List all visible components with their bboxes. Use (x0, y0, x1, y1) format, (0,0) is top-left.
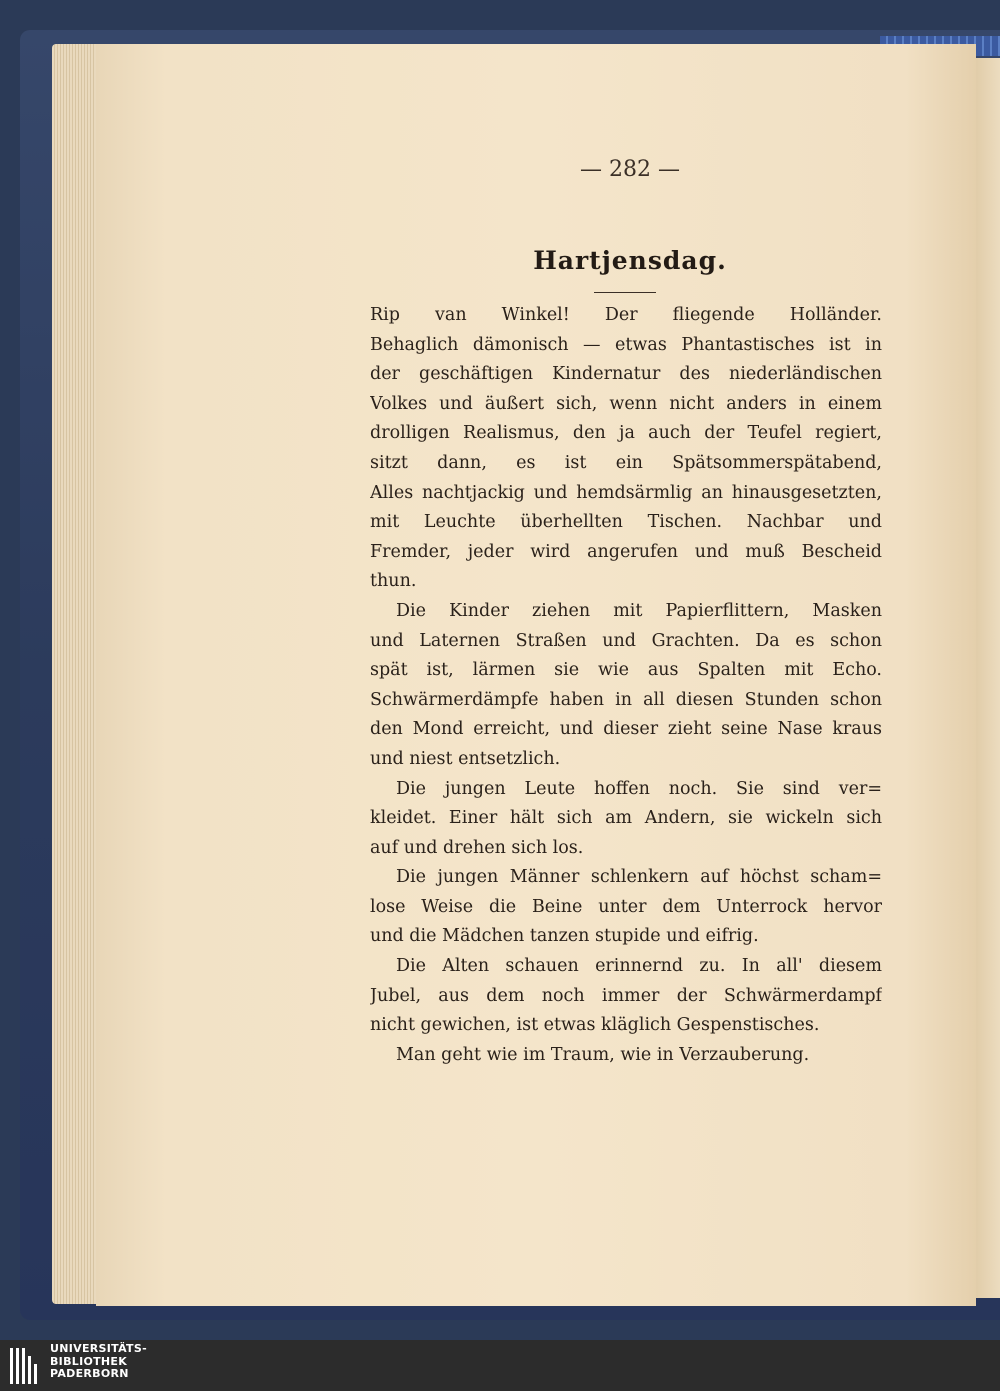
text-line: Die jungen Männer schlenkern auf höchst scham= (396, 867, 882, 888)
text-line: spät ist, lärmen sie wie aus Spalten mit Echo. (370, 660, 882, 681)
library-logo-icon (8, 1346, 42, 1386)
library-footer-bar (0, 1340, 1000, 1391)
text-line: sitzt dann, es ist ein Spätsommerspätabend, (370, 452, 882, 473)
text-line: drolligen Realismus, den ja auch der Teufel regiert, (370, 423, 882, 444)
text-line: Jubel, aus dem noch immer der Schwärmerdampf (370, 985, 882, 1006)
chapter-title: Hartjensdag. (533, 246, 727, 275)
text-line: mit Leuchte überhellten Tischen. Nachbar und (370, 512, 882, 533)
text-line: Schwärmerdämpfe haben in all diesen Stunden schon (370, 689, 882, 710)
logo-line-2: BIBLIOTHEK (50, 1354, 128, 1368)
text-line: der geschäftigen Kindernatur des niederländischen (370, 364, 882, 385)
text-line: thun. (370, 571, 417, 592)
title-rule (594, 292, 656, 293)
text-line: Behaglich dämonisch — etwas Phantastisches ist in (370, 334, 882, 355)
logo-line-3: PADERBORN (50, 1367, 129, 1380)
text-line: Alles nachtjackig und hemdsärmlig an hinausgesetzten, (370, 482, 882, 503)
text-line: Man geht wie im Traum, wie in Verzauberung. (396, 1044, 810, 1065)
body-text (370, 301, 882, 1070)
page-number: — 282 — (580, 157, 680, 182)
text-line: und niest entsetzlich. (370, 748, 561, 769)
text-line: lose Weise die Beine unter dem Unterrock hervor (370, 896, 882, 917)
text-line: Volkes und äußert sich, wenn nicht anders in einem (370, 393, 882, 414)
text-line: kleidet. Einer hält sich am Andern, sie wickeln sich (370, 808, 882, 829)
logo-line-1: UNIVERSITÄTS- (50, 1342, 147, 1355)
library-logo-text (50, 1343, 147, 1381)
text-line: und Laternen Straßen und Grachten. Da es schon (370, 630, 882, 651)
text-line: Die jungen Leute hoffen noch. Sie sind ver= (396, 778, 882, 799)
text-line: nicht gewichen, ist etwas kläglich Gespenstisches. (370, 1015, 820, 1036)
text-line: Die Kinder ziehen mit Papierflittern, Masken (396, 600, 882, 621)
text-line: auf und drehen sich los. (370, 837, 584, 858)
text-line: Fremder, jeder wird angerufen und muß Bescheid (370, 541, 882, 562)
text-line: und die Mädchen tanzen stupide und eifrig. (370, 926, 759, 947)
text-line: Rip van Winkel! Der fliegende Holländer. (370, 305, 882, 325)
text-line: Die Alten schauen erinnernd zu. In all' diesem (396, 956, 882, 977)
text-line: den Mond erreicht, und dieser zieht seine Nase kraus (370, 719, 882, 740)
